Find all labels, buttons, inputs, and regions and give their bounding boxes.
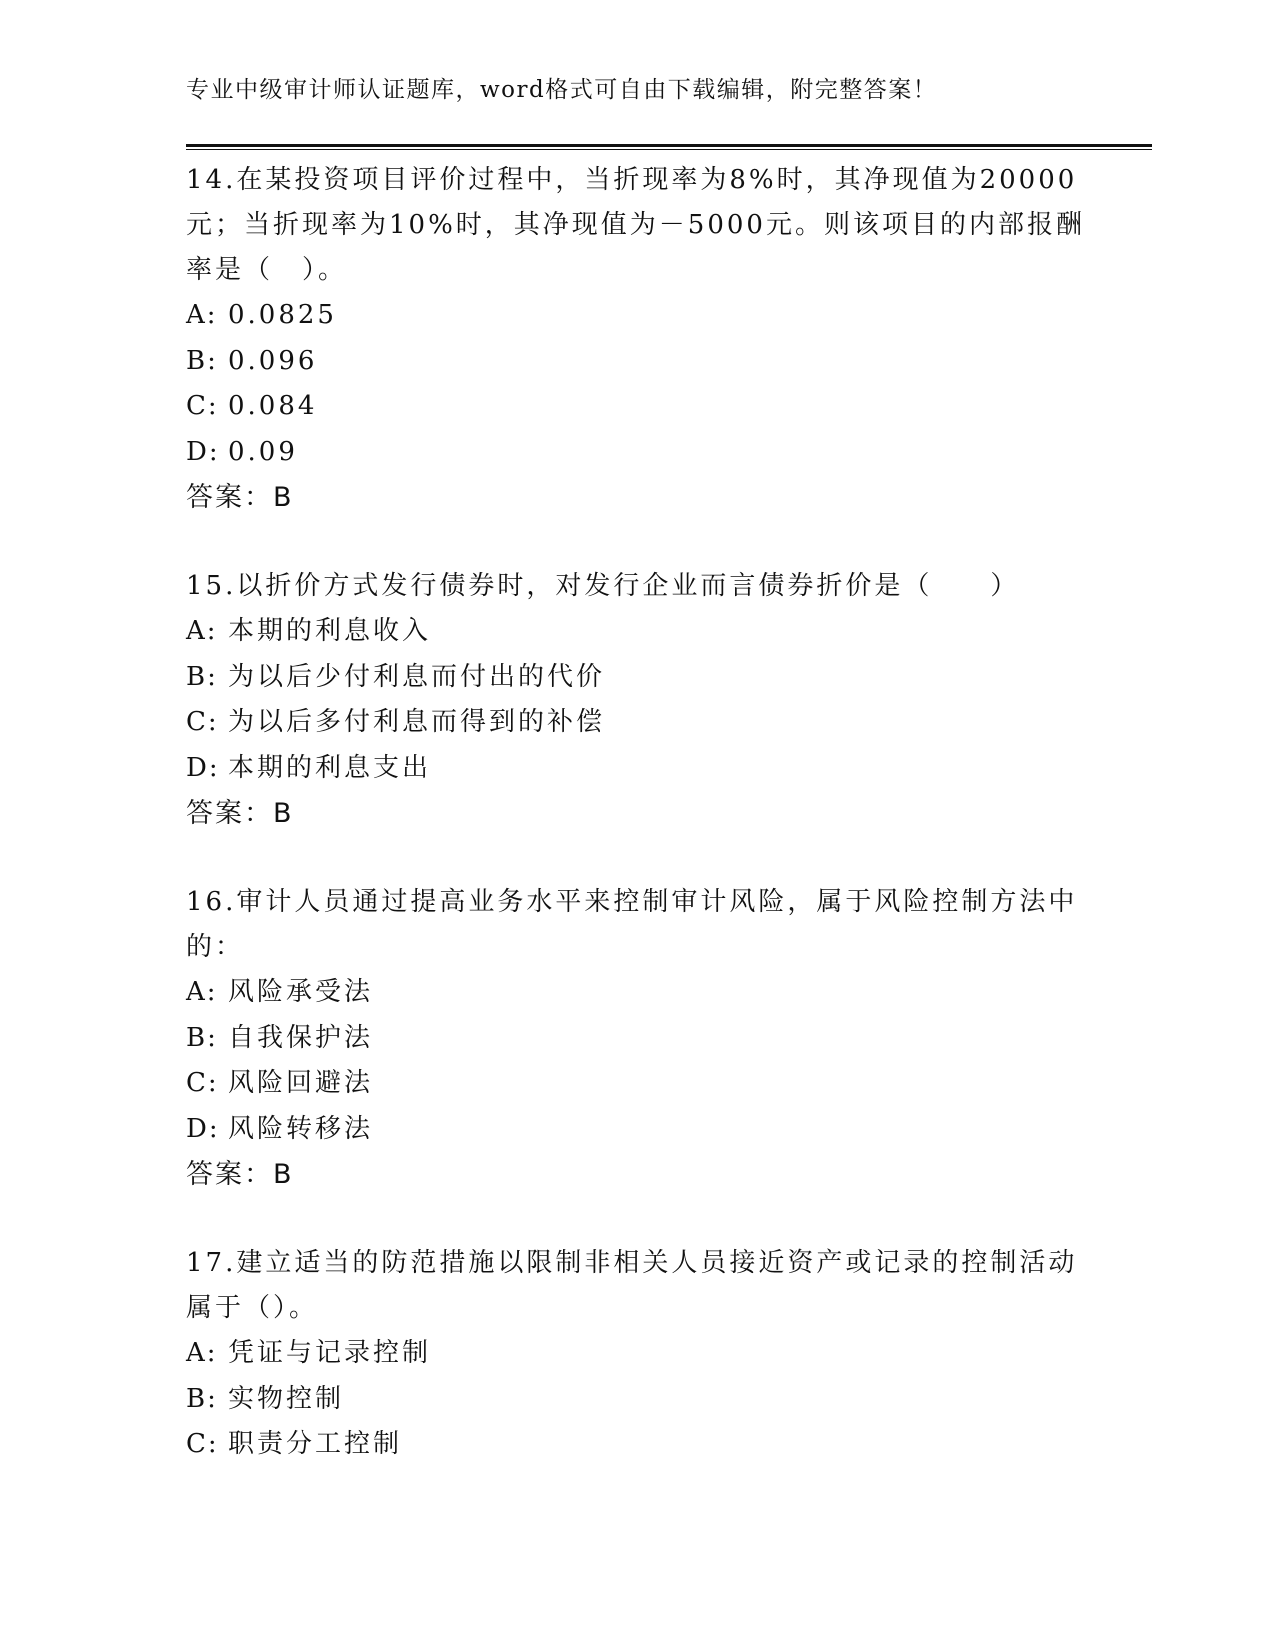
option-c [186, 1422, 1086, 1468]
option-text: 0.09 [228, 436, 298, 467]
option-text: 职责分工控制 [228, 1429, 403, 1459]
option-text: 风险回避法 [228, 1068, 374, 1098]
option-c [186, 700, 1086, 746]
option-key: A: [186, 1338, 218, 1368]
option-key: B: [186, 1022, 218, 1053]
option-key: D: [186, 436, 220, 467]
question-16 [186, 880, 1086, 1197]
option-d [186, 746, 1086, 792]
option-key: B: [186, 661, 218, 692]
option-d [186, 1107, 1086, 1153]
option-c [186, 1061, 1086, 1107]
option-key: B: [186, 345, 218, 376]
option-d [186, 430, 1086, 476]
answer-line: 答案：B [186, 482, 294, 513]
header-rule-thin [186, 149, 1152, 150]
option-key: A: [186, 616, 218, 646]
question-stem: 14.在某投资项目评价过程中，当折现率为8%时，其净现值为20000元；当折现率为10%时，其净现值为－5000元。则该项目的内部报酬率是（ ）。 [186, 165, 1085, 285]
option-a [186, 1331, 1086, 1377]
option-b [186, 1377, 1086, 1423]
question-stem: 17.建立适当的防范措施以限制非相关人员接近资产或记录的控制活动属于（）。 [186, 1248, 1078, 1323]
option-a [186, 609, 1086, 655]
option-key: C: [186, 1068, 219, 1098]
option-key: C: [186, 707, 219, 737]
option-b [186, 339, 1086, 385]
option-a [186, 293, 1086, 339]
option-text: 自我保护法 [228, 1022, 374, 1053]
option-text: 0.096 [228, 345, 318, 376]
option-b [186, 655, 1086, 701]
option-key: A: [186, 977, 218, 1007]
option-text: 0.084 [228, 391, 318, 421]
option-text: 凭证与记录控制 [228, 1338, 432, 1368]
header-rule-thick [186, 144, 1152, 147]
option-text: 为以后多付利息而得到的补偿 [228, 707, 606, 737]
option-text: 为以后少付利息而付出的代价 [228, 661, 606, 692]
option-a [186, 970, 1086, 1016]
option-c [186, 384, 1086, 430]
question-14 [186, 158, 1086, 520]
option-key: A: [186, 300, 218, 330]
question-list [186, 158, 1086, 1512]
question-stem: 16.审计人员通过提高业务水平来控制审计风险，属于风险控制方法中的： [186, 887, 1078, 962]
option-key: B: [186, 1383, 218, 1414]
option-key: C: [186, 391, 219, 421]
option-text: 实物控制 [228, 1383, 345, 1414]
option-key: D: [186, 752, 220, 783]
question-17 [186, 1241, 1086, 1468]
question-15 [186, 564, 1086, 836]
option-text: 本期的利息支出 [228, 752, 432, 783]
question-stem: 15.以折价方式发行债券时，对发行企业而言债券折价是（ ） [186, 571, 1020, 601]
option-key: C: [186, 1429, 219, 1459]
option-b [186, 1016, 1086, 1062]
option-text: 本期的利息收入 [228, 616, 432, 646]
answer-line: 答案：B [186, 1159, 294, 1190]
option-key: D: [186, 1113, 220, 1144]
option-text: 风险转移法 [228, 1113, 374, 1144]
answer-line: 答案：B [186, 798, 294, 829]
page-header: 专业中级审计师认证题库，word格式可自由下载编辑，附完整答案！ [186, 77, 938, 103]
option-text: 风险承受法 [228, 977, 374, 1007]
option-text: 0.0825 [228, 300, 337, 330]
